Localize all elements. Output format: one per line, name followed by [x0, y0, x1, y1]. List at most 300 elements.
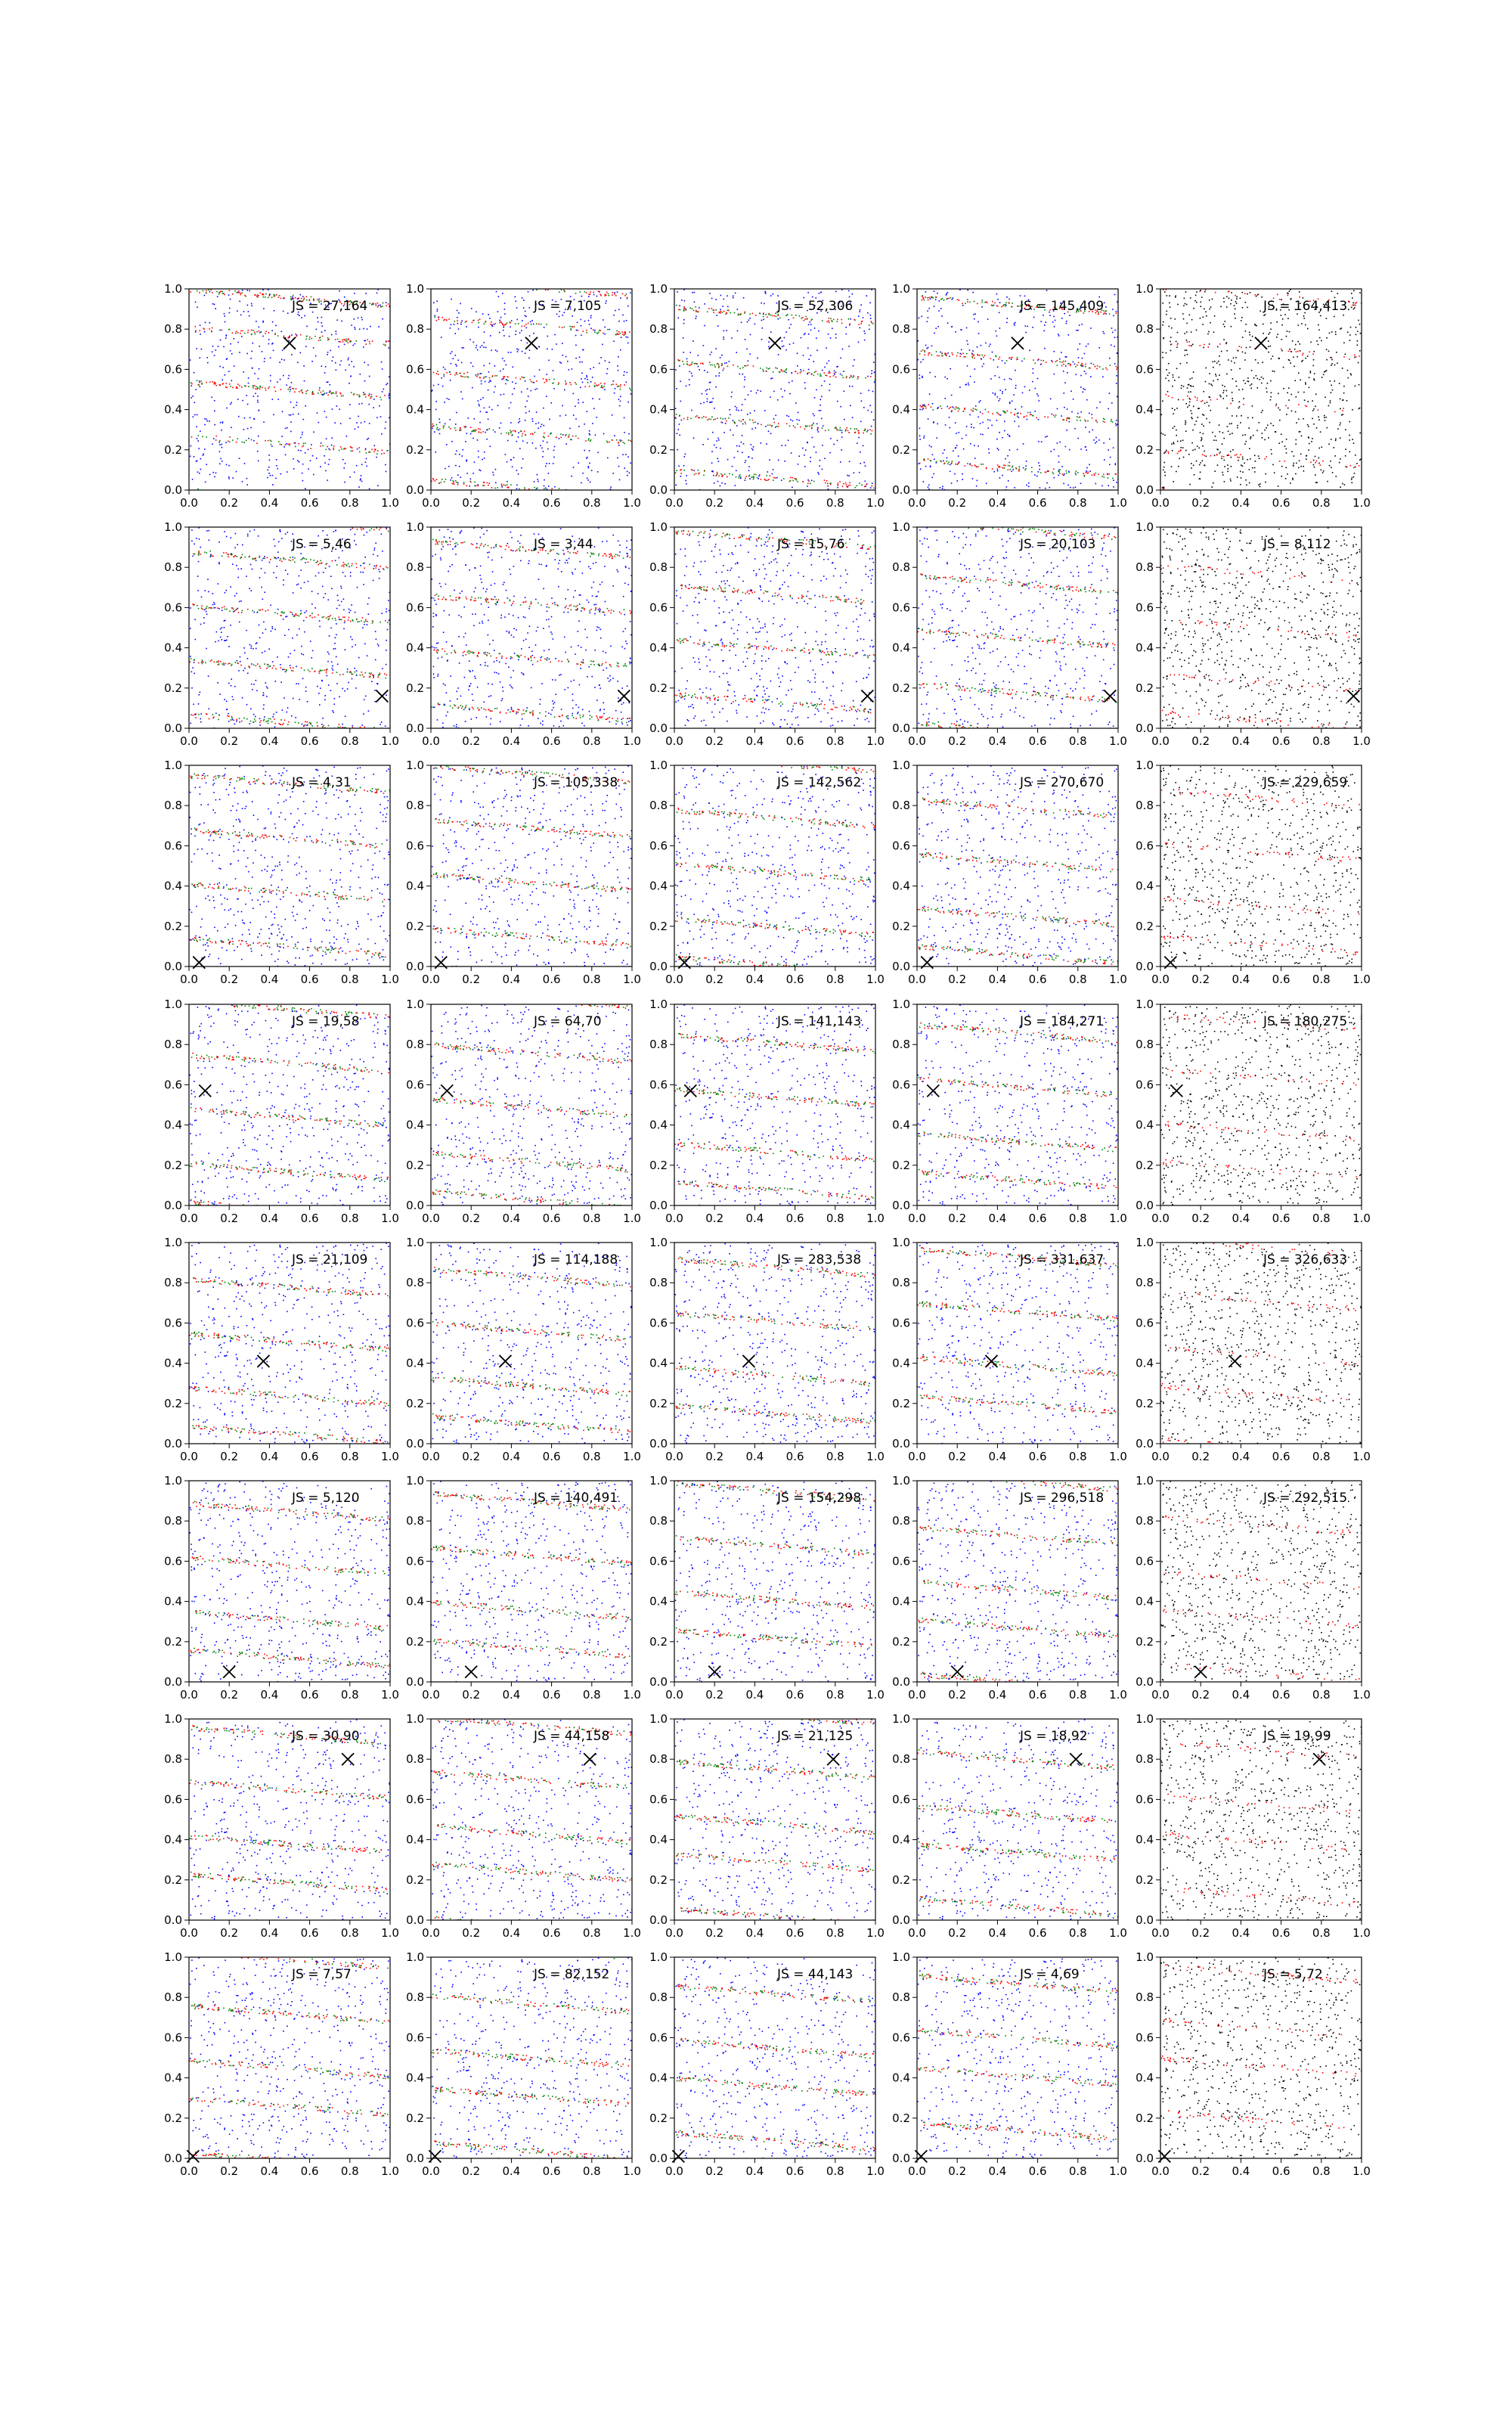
scatter-point [715, 375, 717, 377]
scatter-point [1309, 443, 1310, 445]
scatter-point [453, 358, 454, 360]
scatter-point [1230, 303, 1232, 305]
scatter-point [544, 437, 545, 439]
scatter-point [625, 454, 627, 455]
scatter-point [739, 477, 740, 479]
scatter-point [259, 368, 260, 370]
scatter-point [522, 433, 524, 435]
scatter-point [474, 486, 476, 487]
scatter-point [258, 410, 259, 411]
scatter-point [1038, 462, 1040, 464]
scatter-point [793, 425, 795, 427]
scatter-point [494, 375, 496, 377]
scatter-point [219, 330, 221, 331]
scatter-point [351, 392, 352, 393]
scatter-point [1080, 375, 1082, 377]
scatter-point [833, 319, 835, 321]
scatter-point [271, 445, 273, 447]
scatter-point [1261, 377, 1263, 378]
scatter-point [361, 422, 362, 424]
scatter-point [333, 449, 334, 451]
scatter-point [967, 365, 968, 367]
scatter-point [1331, 359, 1333, 361]
scatter-point [483, 347, 485, 349]
scatter-point [628, 433, 630, 435]
scatter-point [1357, 331, 1359, 333]
scatter-point [704, 370, 705, 371]
scatter-point [265, 440, 266, 442]
scatter-point [807, 426, 808, 427]
scatter-point [192, 667, 194, 669]
scatter-point [251, 351, 253, 352]
scatter-point [1045, 436, 1046, 438]
scatter-point [740, 476, 742, 478]
scatter-point [1069, 421, 1070, 423]
scatter-point [273, 350, 274, 352]
scatter-point [364, 380, 366, 382]
scatter-point [589, 386, 590, 387]
scatter-point [1255, 324, 1256, 326]
scatter-point [333, 392, 335, 394]
scatter-point [1086, 472, 1087, 473]
scatter-point [1242, 292, 1244, 293]
scatter-point [443, 374, 445, 375]
js-annotation: JS = 27,164 [291, 299, 367, 314]
scatter-point [336, 320, 338, 321]
scatter-point [500, 423, 502, 424]
scatter-point [1332, 472, 1334, 473]
scatter-point [1204, 344, 1205, 346]
scatter-point [1196, 420, 1198, 422]
scatter-point [1286, 414, 1287, 415]
scatter-point [967, 343, 968, 345]
scatter-point [349, 383, 350, 384]
scatter-point [835, 377, 837, 378]
scatter-point [518, 473, 519, 475]
scatter-point [1223, 339, 1225, 340]
scatter-point [740, 314, 742, 315]
scatter-point [386, 675, 388, 676]
scatter-point [1186, 349, 1188, 351]
scatter-point [751, 390, 752, 392]
scatter-point [1267, 383, 1269, 384]
scatter-point [212, 381, 213, 383]
scatter-point [1347, 370, 1349, 371]
scatter-point [971, 409, 972, 411]
scatter-point [455, 355, 457, 356]
scatter-point [813, 446, 815, 448]
scatter-point [1348, 309, 1349, 311]
scatter-point [748, 320, 750, 321]
scatter-point [803, 355, 804, 356]
scatter-point [1165, 451, 1167, 453]
scatter-point [1296, 396, 1297, 398]
scatter-point [1097, 422, 1098, 424]
scatter-point [1236, 296, 1238, 298]
scatter-point [928, 486, 929, 488]
scatter-point [745, 476, 747, 477]
scatter-point [820, 410, 822, 411]
scatter-point [980, 423, 981, 424]
scatter-point [919, 374, 921, 376]
scatter-point [369, 341, 370, 343]
scatter-point [432, 428, 433, 430]
scatter-point [820, 460, 821, 461]
scatter-point [1226, 408, 1228, 409]
scatter-point [229, 442, 231, 443]
scatter-point [354, 472, 355, 473]
scatter-point [1359, 355, 1360, 357]
scatter-point [1308, 437, 1309, 439]
scatter-point [554, 334, 556, 336]
scatter-point [727, 476, 728, 478]
scatter-point [622, 334, 624, 335]
scatter-point [742, 374, 744, 375]
scatter-point [766, 443, 767, 445]
scatter-point [304, 315, 305, 317]
scatter-point [675, 369, 677, 371]
scatter-point [455, 424, 457, 425]
scatter-point [1006, 486, 1008, 488]
scatter-point [1216, 440, 1217, 442]
scatter-point [294, 650, 296, 651]
scatter-point [1214, 470, 1216, 472]
scatter-point [684, 309, 686, 310]
scatter-point [441, 377, 442, 379]
scatter-point [457, 320, 458, 321]
scatter-point [992, 468, 993, 470]
scatter-point [736, 352, 737, 353]
scatter-point [841, 432, 843, 433]
scatter-point [945, 424, 947, 426]
scatter-point [947, 292, 949, 293]
subplot-r1-c4 [892, 282, 1127, 510]
scatter-point [1009, 469, 1011, 470]
scatter-point [516, 301, 517, 302]
scatter-point [589, 450, 590, 451]
scatter-point [620, 401, 621, 402]
scatter-point [1330, 461, 1331, 462]
scatter-point [1286, 448, 1287, 450]
scatter-point [730, 312, 732, 314]
scatter-point [553, 379, 555, 380]
scatter-point [1322, 472, 1324, 473]
scatter-point [750, 334, 751, 336]
scatter-point [466, 376, 468, 377]
scatter-point [231, 427, 232, 429]
scatter-point [1185, 450, 1187, 451]
scatter-point [735, 293, 736, 294]
scatter-point [587, 379, 588, 380]
scatter-point [1332, 389, 1334, 391]
scatter-point [631, 393, 632, 395]
scatter-point [293, 295, 294, 296]
scatter-point [950, 297, 952, 299]
scatter-point [801, 318, 802, 319]
scatter-point [321, 325, 323, 327]
scatter-point [1201, 440, 1202, 442]
scatter-point [499, 332, 500, 334]
scatter-point [1040, 472, 1042, 473]
scatter-point [218, 541, 220, 543]
scatter-point [1285, 478, 1287, 479]
scatter-point [612, 439, 613, 441]
scatter-point [1053, 469, 1055, 470]
scatter-point [1180, 440, 1182, 442]
scatter-point [758, 423, 759, 424]
scatter-point [1073, 487, 1074, 489]
scatter-point [995, 394, 996, 396]
scatter-point [231, 665, 232, 666]
scatter-point [685, 454, 686, 455]
scatter-point [1300, 466, 1302, 467]
scatter-point [534, 481, 535, 482]
scatter-point [627, 343, 629, 344]
scatter-point [221, 430, 222, 431]
scatter-point [519, 420, 521, 422]
scatter-point [1116, 312, 1117, 314]
scatter-point [536, 323, 538, 324]
scatter-point [1189, 402, 1191, 403]
scatter-point [348, 359, 349, 361]
scatter-point [974, 464, 976, 466]
scatter-point [222, 380, 223, 381]
scatter-point [530, 321, 531, 323]
scatter-point [720, 473, 722, 475]
scatter-point [801, 371, 802, 373]
scatter-point [1006, 322, 1008, 324]
scatter-point [231, 685, 232, 687]
scatter-point [554, 446, 556, 448]
scatter-point [248, 386, 249, 387]
scatter-point [808, 369, 810, 371]
scatter-point [781, 369, 782, 371]
scatter-point [972, 410, 974, 411]
scatter-point [720, 357, 721, 358]
scatter-point [312, 455, 314, 457]
scatter-point [1226, 390, 1228, 392]
scatter-point [500, 433, 502, 435]
scatter-point [1202, 461, 1204, 462]
scatter-point [1190, 411, 1191, 412]
scatter-point [749, 419, 751, 420]
scatter-point [363, 394, 364, 396]
scatter-point [930, 466, 931, 467]
scatter-point [344, 344, 345, 346]
scatter-point [209, 607, 211, 609]
scatter-point [744, 386, 745, 388]
scatter-point [1112, 332, 1114, 334]
scatter-point [754, 474, 755, 476]
scatter-point [380, 397, 381, 399]
scatter-point [923, 408, 925, 410]
scatter-point [983, 357, 984, 358]
scatter-point [454, 324, 455, 325]
scatter-point [1204, 309, 1205, 310]
scatter-point [781, 479, 782, 481]
scatter-point [496, 291, 497, 293]
scatter-point [1055, 414, 1057, 416]
scatter-point [1166, 394, 1167, 396]
scatter-point [290, 444, 291, 445]
scatter-point [1321, 446, 1323, 448]
scatter-point [1244, 293, 1246, 295]
scatter-point [849, 377, 850, 379]
scatter-point [1200, 432, 1201, 433]
scatter-point [840, 406, 841, 408]
scatter-point [773, 418, 775, 420]
scatter-point [290, 653, 291, 655]
scatter-point [1349, 421, 1351, 423]
scatter-point [239, 718, 240, 719]
scatter-point [1215, 436, 1216, 437]
scatter-point [716, 447, 717, 448]
scatter-point [1027, 326, 1028, 327]
scatter-point [1245, 330, 1247, 332]
scatter-point [957, 464, 959, 465]
scatter-point [485, 347, 487, 349]
scatter-point [474, 482, 476, 483]
scatter-point [679, 415, 680, 417]
scatter-point [958, 432, 959, 433]
scatter-point [495, 469, 497, 470]
scatter-point [1204, 403, 1206, 405]
scatter-point [1245, 479, 1247, 481]
scatter-point [1231, 292, 1232, 293]
scatter-point [858, 342, 860, 343]
scatter-point [612, 473, 614, 474]
scatter-point [953, 354, 954, 355]
scatter-point [1190, 399, 1191, 400]
scatter-point [525, 324, 527, 325]
scatter-point [297, 362, 299, 364]
scatter-point [239, 721, 240, 723]
scatter-point [386, 471, 387, 473]
scatter-point [1109, 313, 1111, 315]
scatter-point [569, 369, 570, 371]
scatter-point [675, 408, 677, 409]
scatter-point [1012, 357, 1013, 358]
scatter-point [234, 610, 236, 612]
scatter-point [999, 302, 1001, 303]
scatter-point [1223, 390, 1225, 392]
x-tick-label: 0.0 [665, 496, 683, 510]
scatter-point [218, 583, 219, 585]
scatter-point [575, 382, 576, 383]
scatter-point [852, 377, 854, 378]
scatter-point [676, 414, 677, 415]
scatter-point [1185, 303, 1186, 305]
scatter-point [734, 421, 736, 423]
scatter-point [259, 724, 261, 726]
scatter-point [620, 384, 621, 386]
scatter-point [1069, 449, 1070, 451]
scatter-point [365, 672, 367, 674]
scatter-point [1299, 296, 1300, 298]
scatter-point [342, 459, 344, 461]
scatter-point [965, 356, 966, 358]
scatter-point [620, 441, 621, 442]
scatter-point [1066, 420, 1067, 421]
scatter-point [242, 481, 243, 482]
scatter-point [318, 321, 319, 323]
scatter-point [1239, 368, 1241, 370]
scatter-point [1086, 346, 1087, 347]
scatter-point [797, 481, 798, 482]
scatter-point [736, 445, 738, 447]
scatter-point [249, 531, 251, 532]
scatter-point [715, 386, 717, 388]
scatter-point [997, 464, 999, 466]
scatter-point [1238, 408, 1240, 409]
scatter-point [543, 378, 544, 380]
scatter-point [330, 392, 331, 393]
scatter-point [830, 337, 832, 339]
scatter-point [865, 486, 866, 487]
scatter-point [920, 468, 922, 470]
scatter-point [928, 404, 929, 405]
scatter-point [231, 719, 232, 721]
scatter-point [758, 389, 759, 391]
scatter-point [837, 319, 838, 321]
scatter-point [277, 399, 279, 400]
scatter-point [1188, 405, 1190, 406]
scatter-point [1329, 333, 1331, 334]
scatter-point [311, 444, 312, 445]
scatter-point [336, 334, 337, 335]
scatter-point [800, 369, 801, 371]
scatter-point [1288, 351, 1290, 352]
scatter-point [1221, 456, 1222, 458]
scatter-point [222, 663, 223, 665]
scatter-point [1074, 364, 1076, 365]
scatter-point [595, 435, 596, 436]
scatter-point [1250, 458, 1251, 460]
scatter-point [971, 353, 973, 355]
scatter-point [805, 425, 807, 427]
scatter-point [256, 321, 257, 322]
scatter-point [775, 415, 776, 417]
scatter-point [300, 352, 302, 354]
scatter-point [1318, 324, 1319, 326]
scatter-point [1186, 323, 1188, 324]
scatter-point [474, 431, 476, 433]
scatter-point [547, 336, 549, 337]
scatter-point [495, 323, 497, 324]
scatter-point [268, 343, 270, 345]
scatter-point [287, 427, 288, 429]
scatter-point [1259, 483, 1261, 485]
scatter-point [528, 291, 529, 293]
scatter-point [518, 432, 519, 433]
scatter-point [807, 479, 809, 481]
scatter-point [214, 355, 215, 356]
scatter-point [283, 579, 284, 581]
scatter-point [1032, 327, 1033, 328]
scatter-point [724, 363, 726, 365]
scatter-point [744, 365, 745, 367]
scatter-point [717, 481, 719, 482]
scatter-point [560, 437, 562, 439]
scatter-point [797, 352, 798, 354]
scatter-point [345, 715, 346, 717]
scatter-point [518, 422, 519, 424]
scatter-point [590, 482, 591, 483]
scatter-point [1216, 455, 1218, 456]
scatter-point [298, 414, 299, 415]
scatter-point [250, 709, 252, 710]
scatter-point [833, 375, 835, 377]
